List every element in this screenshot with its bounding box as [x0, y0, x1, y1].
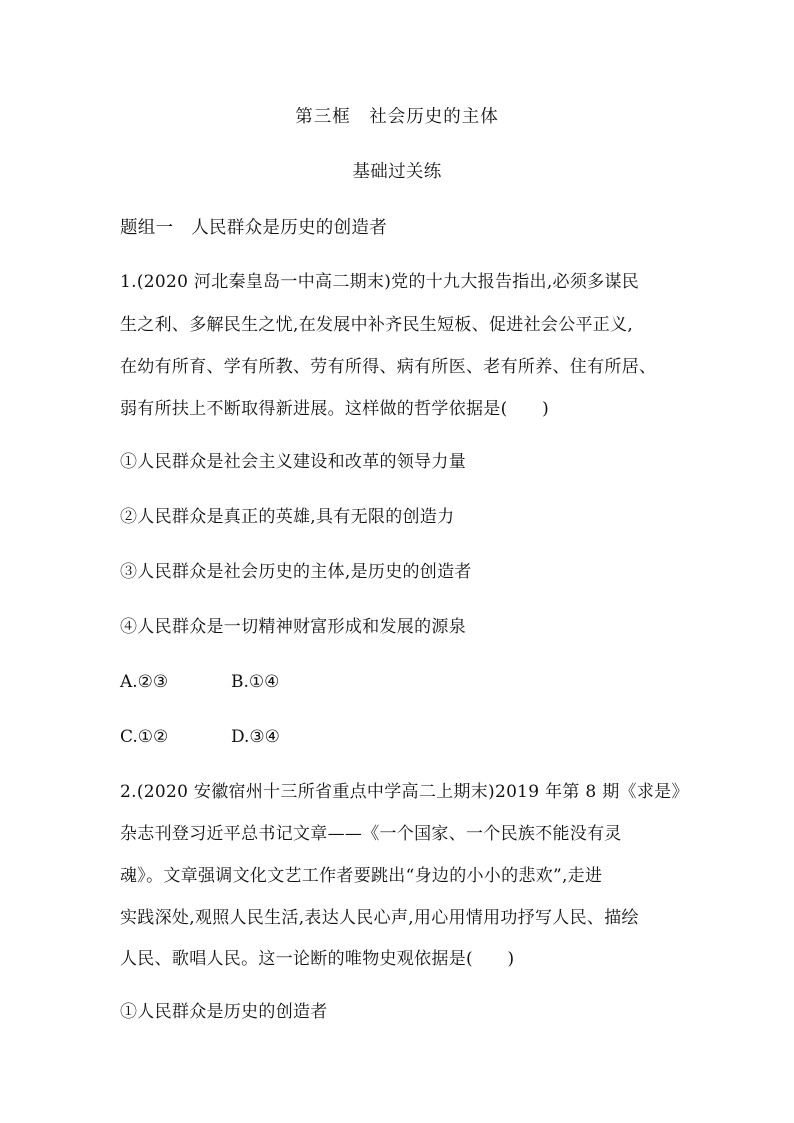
question-1-line: 在幼有所育、学有所教、劳有所得、病有所医、老有所养、住有所居、: [120, 357, 657, 377]
question-1-statement: ②人民群众是真正的英雄,具有无限的创造力: [120, 507, 455, 527]
question-1-statement: ①人民群众是社会主义建设和改革的领导力量: [120, 452, 466, 472]
question-2-line: 魂》。文章强调文化文艺工作者要跳出“身边的小小的悲欢”,走进: [120, 866, 603, 886]
option-a: A.②③: [120, 672, 169, 692]
question-2-line: 实践深处,观照人民生活,表达人民心声,用心用情用功抒写人民、描绘: [120, 908, 639, 928]
question-2-line: 人民、歌唱人民。这一论断的唯物史观依据是( ): [120, 949, 515, 969]
page-title: 第三框 社会历史的主体: [295, 107, 499, 127]
question-2-line: 2.(2020 安徽宿州十三所省重点中学高二上期末)2019 年第 8 期《求是》: [120, 782, 689, 802]
question-2-line: 杂志刊登习近平总书记文章——《一个国家、一个民族不能没有灵: [120, 824, 622, 844]
option-c: C.①②: [120, 727, 169, 747]
option-b: B.①④: [231, 672, 280, 692]
group-heading: 题组一 人民群众是历史的创造者: [120, 218, 387, 238]
question-1-statement: ④人民群众是一切精神财富形成和发展的源泉: [120, 617, 466, 637]
question-1-line: 生之利、多解民生之忧,在发展中补齐民生短板、促进社会公平正义,: [120, 315, 634, 335]
option-d: D.③④: [231, 727, 280, 747]
question-1-line: 弱有所扶上不断取得新进展。这样做的哲学依据是( ): [120, 399, 550, 419]
section-subtitle: 基础过关练: [352, 162, 442, 182]
question-1-line: 1.(2020 河北秦皇岛一中高二期末)党的十九大报告指出,必须多谋民: [120, 272, 640, 292]
question-2-statement: ①人民群众是历史的创造者: [120, 1002, 328, 1022]
question-1-statement: ③人民群众是社会历史的主体,是历史的创造者: [120, 562, 472, 582]
